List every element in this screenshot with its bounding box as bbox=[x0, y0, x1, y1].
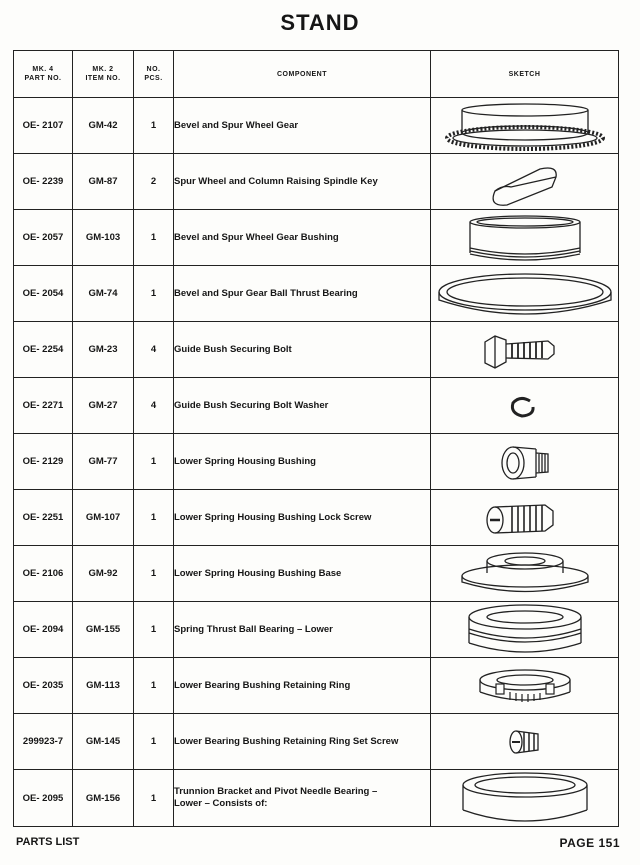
component-label: Bevel and Spur Gear Ball Thrust Bearing bbox=[174, 287, 358, 299]
pcs-cell: 1 bbox=[134, 434, 174, 490]
sketch-cell bbox=[431, 546, 619, 602]
component-label: Bevel and Spur Wheel Gear bbox=[174, 119, 299, 131]
header-sketch: SKETCH bbox=[431, 51, 619, 98]
component-cell bbox=[174, 266, 431, 322]
header-pcs: NO. PCS. bbox=[134, 51, 174, 98]
table-row bbox=[14, 210, 619, 266]
part-no-cell: OE- 2095 bbox=[14, 770, 73, 827]
part-no-cell: OE- 2035 bbox=[14, 658, 73, 714]
component-cell bbox=[174, 658, 431, 714]
sketch-cell bbox=[431, 770, 619, 827]
item-no-cell: GM-145 bbox=[73, 714, 134, 770]
housing-bushing-icon bbox=[431, 439, 618, 485]
pcs-cell: 1 bbox=[134, 658, 174, 714]
part-no-cell: OE- 2107 bbox=[14, 98, 73, 154]
table-row bbox=[14, 770, 619, 827]
component-label: Lower – Consists of: bbox=[174, 798, 268, 809]
table-row bbox=[14, 266, 619, 322]
item-no-cell: GM-155 bbox=[73, 602, 134, 658]
ball-bearing-icon bbox=[431, 603, 618, 657]
component-label: Guide Bush Securing Bolt bbox=[174, 343, 292, 355]
component-cell bbox=[174, 322, 431, 378]
component-label: Bevel and Spur Wheel Gear Bushing bbox=[174, 231, 339, 243]
pcs-cell: 1 bbox=[134, 266, 174, 322]
item-no-cell: GM-42 bbox=[73, 98, 134, 154]
hex-bolt-icon bbox=[431, 330, 618, 370]
table-row bbox=[14, 714, 619, 770]
pcs-cell: 1 bbox=[134, 210, 174, 266]
part-no-cell: OE- 2054 bbox=[14, 266, 73, 322]
header-component: COMPONENT bbox=[174, 51, 431, 98]
pcs-cell: 1 bbox=[134, 770, 174, 827]
component-label: Spring Thrust Ball Bearing – Lower bbox=[174, 623, 333, 635]
component-label: Lower Spring Housing Bushing bbox=[174, 455, 316, 467]
item-no-cell: GM-77 bbox=[73, 434, 134, 490]
item-no-cell: GM-74 bbox=[73, 266, 134, 322]
component-cell bbox=[174, 602, 431, 658]
set-screw-icon bbox=[431, 724, 618, 760]
sketch-cell bbox=[431, 98, 619, 154]
spring-washer-icon bbox=[431, 391, 618, 421]
item-no-cell: GM-156 bbox=[73, 770, 134, 827]
part-no-cell: OE- 2254 bbox=[14, 322, 73, 378]
item-no-cell: GM-27 bbox=[73, 378, 134, 434]
part-no-cell: 299923-7 bbox=[14, 714, 73, 770]
item-no-cell: GM-23 bbox=[73, 322, 134, 378]
sketch-cell bbox=[431, 210, 619, 266]
sketch-cell bbox=[431, 154, 619, 210]
table-row bbox=[14, 154, 619, 210]
spindle-key-icon bbox=[431, 157, 618, 207]
part-no-cell: OE- 2057 bbox=[14, 210, 73, 266]
component-cell bbox=[174, 378, 431, 434]
sketch-cell bbox=[431, 322, 619, 378]
component-cell bbox=[174, 714, 431, 770]
thrust-bearing-icon bbox=[431, 270, 618, 318]
gear-bushing-icon bbox=[431, 213, 618, 263]
bevel-spur-gear-icon bbox=[431, 100, 618, 152]
pcs-cell: 4 bbox=[134, 322, 174, 378]
table-row bbox=[14, 98, 619, 154]
pcs-cell: 2 bbox=[134, 154, 174, 210]
item-no-cell: GM-92 bbox=[73, 546, 134, 602]
part-no-cell: OE- 2271 bbox=[14, 378, 73, 434]
retaining-ring-icon bbox=[431, 664, 618, 708]
pcs-cell: 1 bbox=[134, 602, 174, 658]
parts-table bbox=[13, 50, 619, 827]
sketch-cell bbox=[431, 658, 619, 714]
table-header-row bbox=[14, 51, 619, 98]
sketch-cell bbox=[431, 602, 619, 658]
item-no-cell: GM-107 bbox=[73, 490, 134, 546]
pcs-cell: 1 bbox=[134, 490, 174, 546]
part-no-cell: OE- 2129 bbox=[14, 434, 73, 490]
component-label: Spur Wheel and Column Raising Spindle Key bbox=[174, 175, 378, 187]
part-no-cell: OE- 2251 bbox=[14, 490, 73, 546]
item-no-cell: GM-113 bbox=[73, 658, 134, 714]
header-part-no: MK. 4 PART NO. bbox=[14, 51, 73, 98]
component-cell bbox=[174, 490, 431, 546]
component-label: Lower Spring Housing Bushing Lock Screw bbox=[174, 511, 372, 523]
component-cell bbox=[174, 546, 431, 602]
pcs-cell: 1 bbox=[134, 546, 174, 602]
bushing-base-icon bbox=[431, 549, 618, 599]
component-cell bbox=[174, 210, 431, 266]
lock-screw-icon bbox=[431, 496, 618, 540]
component-label: Lower Spring Housing Bushing Base bbox=[174, 567, 342, 579]
item-no-cell: GM-87 bbox=[73, 154, 134, 210]
pcs-cell: 1 bbox=[134, 714, 174, 770]
page-title: STAND bbox=[280, 10, 360, 35]
component-cell bbox=[174, 98, 431, 154]
header-item-no: MK. 2 ITEM NO. bbox=[73, 51, 134, 98]
table-row bbox=[14, 378, 619, 434]
item-no-cell: GM-103 bbox=[73, 210, 134, 266]
needle-bearing-icon bbox=[431, 770, 618, 826]
pcs-cell: 1 bbox=[134, 98, 174, 154]
sketch-cell bbox=[431, 714, 619, 770]
footer-page-number: PAGE 151 bbox=[559, 836, 620, 850]
component-label: Trunnion Bracket and Pivot Needle Bearing – bbox=[174, 786, 378, 797]
component-cell bbox=[174, 770, 431, 827]
pcs-cell: 4 bbox=[134, 378, 174, 434]
component-label: Lower Bearing Bushing Retaining Ring bbox=[174, 679, 351, 691]
sketch-cell bbox=[431, 490, 619, 546]
sketch-cell bbox=[431, 378, 619, 434]
component-label: Lower Bearing Bushing Retaining Ring Set Screw bbox=[174, 735, 399, 747]
component-cell bbox=[174, 154, 431, 210]
table-row bbox=[14, 434, 619, 490]
table-row bbox=[14, 602, 619, 658]
table-row bbox=[14, 490, 619, 546]
table-row bbox=[14, 322, 619, 378]
sketch-cell bbox=[431, 266, 619, 322]
part-no-cell: OE- 2239 bbox=[14, 154, 73, 210]
part-no-cell: OE- 2106 bbox=[14, 546, 73, 602]
component-label: Guide Bush Securing Bolt Washer bbox=[174, 399, 329, 411]
part-no-cell: OE- 2094 bbox=[14, 602, 73, 658]
footer-parts-list: PARTS LIST bbox=[16, 836, 80, 848]
table-row bbox=[14, 546, 619, 602]
component-cell bbox=[174, 434, 431, 490]
sketch-cell bbox=[431, 434, 619, 490]
table-row bbox=[14, 658, 619, 714]
